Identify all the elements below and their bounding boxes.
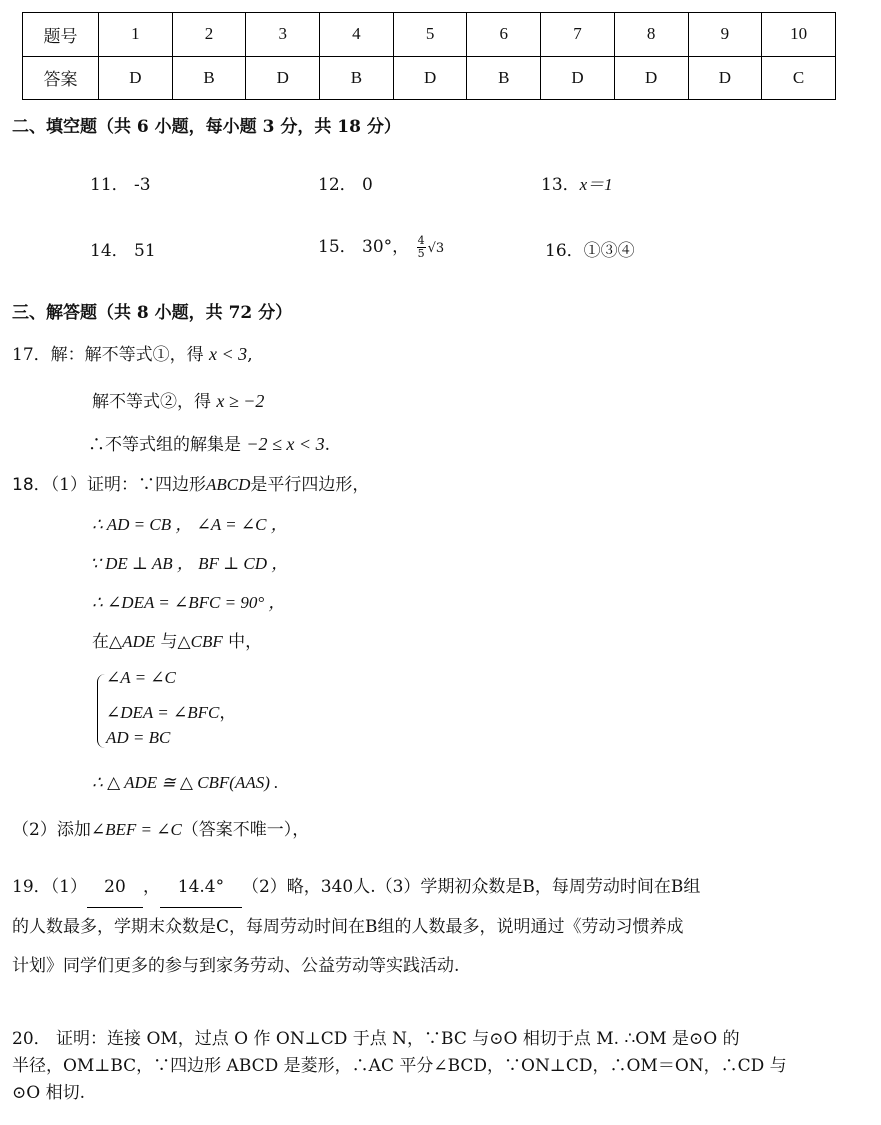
q17-line3-text: ∴不等式组的解集是 <box>88 435 247 455</box>
q15-frac-numerator: 4 <box>417 234 425 247</box>
table-cell-number: 1 <box>99 13 173 57</box>
q18-line4: ∴ ∠DEA = ∠BFC = 90° ， <box>92 593 286 612</box>
table-cell-number: 4 <box>320 13 394 57</box>
q19-line2: 的人数最多，学期末众数是C，每周劳动时间在B组的人数最多，说明通过《劳动习惯养成 <box>12 917 684 937</box>
q17-line1-math: x < 3 <box>209 344 248 364</box>
q15-fraction <box>417 235 426 260</box>
q20-paragraph <box>12 1026 822 1107</box>
q18-line5-m1: ADE <box>122 632 156 651</box>
q20-line2: 半径，OM⊥BC，∵四边形 ABCD 是菱形，∴AC 平分∠BCD，∵ON⊥CD，∴OM＝ON，∴CD 与 <box>12 1056 787 1076</box>
q15-frac-denominator: 5 <box>417 247 425 260</box>
table-header-question: 题号 <box>23 13 99 57</box>
table-cell-answer: C <box>762 56 836 100</box>
q18-conclusion: ∴ △ ADE ≅ △ CBF(AAS) . <box>92 773 279 792</box>
q18-line1-tail: 是平行四边形， <box>250 475 370 495</box>
q18-system-eq2 <box>106 698 236 723</box>
q20-line3: ⊙O 相切. <box>12 1083 85 1103</box>
table-row-answers <box>23 56 836 100</box>
table-cell-number: 6 <box>467 13 541 57</box>
q18-number: 18． <box>12 475 51 495</box>
q18-line5 <box>92 627 262 652</box>
table-cell-answer: B <box>172 56 246 100</box>
section3-title: 三、解答题（共 8 小题，共 72 分） <box>12 303 293 323</box>
answer-q14: 14． 51 <box>90 241 156 261</box>
q18-line1-text: （1）证明：∵四边形 <box>50 475 206 495</box>
q17-line2 <box>92 387 264 412</box>
q18-line5-m2: CBF <box>190 632 223 651</box>
q19-sep: ， <box>142 877 160 897</box>
q18-line5-b: 与△ <box>155 632 191 652</box>
q18-system-eq1: ∠A = ∠C <box>106 668 176 687</box>
q18-part2-b: （答案不唯一）， <box>181 820 310 840</box>
q18-system-eq2-math: ∠DEA = ∠BFC <box>106 703 220 722</box>
q19-line3: 计划》同学们更多的参与到家务劳动、公益劳动等实践活动. <box>12 956 460 976</box>
table-cell-number: 10 <box>762 13 836 57</box>
q18-line1 <box>12 470 369 495</box>
q15-number: 15． 30°， <box>318 237 410 257</box>
q18-line1-math: ABCD <box>205 475 251 494</box>
q13-number: 13． <box>541 175 580 195</box>
q18-part2-a: （2）添加 <box>12 820 91 840</box>
table-cell-number: 5 <box>393 13 467 57</box>
table-cell-number: 7 <box>541 13 615 57</box>
answer-q16: 16．①③④ <box>545 241 635 261</box>
table-cell-number: 2 <box>172 13 246 57</box>
q19-paragraph <box>12 868 812 986</box>
table-cell-number: 9 <box>688 13 762 57</box>
table-cell-answer: D <box>246 56 320 100</box>
q13-math: x＝1 <box>579 175 613 194</box>
q18-part2 <box>12 815 309 840</box>
table-cell-answer: D <box>688 56 762 100</box>
q17-line3-tail: . <box>324 435 330 455</box>
q17-line2-math: x ≥ −2 <box>216 391 265 411</box>
q19-blank2: 14.4° <box>160 868 242 908</box>
q18-part2-math: ∠BEF = ∠C <box>90 820 182 839</box>
q20-line1: 20． 证明：连接 OM，过点 O 作 ON⊥CD 于点 N，∵BC 与⊙O 相切于点 M. ∴OM 是⊙O 的 <box>12 1029 740 1049</box>
table-row-numbers <box>23 13 836 57</box>
answer-table <box>22 12 836 100</box>
q18-line3: ∵ DE ⊥ AB ， BF ⊥ CD ， <box>90 554 289 573</box>
table-header-answer: 答案 <box>23 56 99 100</box>
table-cell-number: 8 <box>614 13 688 57</box>
q17-line3 <box>88 430 330 455</box>
q18-line2: ∴ AD = CB ， ∠A = ∠C ， <box>92 515 288 534</box>
answer-q15 <box>318 232 444 260</box>
q17-line3-math: −2 ≤ x < 3 <box>246 434 325 454</box>
table-cell-answer: D <box>614 56 688 100</box>
q19-rest1: （2）略，340人.（3）学期初众数是B，每周劳动时间在B组 <box>241 877 701 897</box>
section2-title: 二、填空题（共 6 小题，每小题 3 分，共 18 分） <box>12 117 401 137</box>
table-cell-number: 3 <box>246 13 320 57</box>
table-cell-answer: D <box>393 56 467 100</box>
q18-system-eq2-tail: ， <box>219 703 237 723</box>
q17-line1-tail: , <box>247 345 253 365</box>
table-cell-answer: B <box>467 56 541 100</box>
table-cell-answer: D <box>99 56 173 100</box>
q15-root: √3 <box>427 241 445 256</box>
answer-q11: 11． -3 <box>90 175 151 195</box>
q18-system-eq3: AD = BC <box>106 728 171 747</box>
q17-line2-text: 解不等式②，得 <box>92 392 217 412</box>
q17-line1 <box>12 340 253 365</box>
table-cell-answer: B <box>320 56 394 100</box>
q18-line5-c: 中， <box>222 632 263 652</box>
answer-q12: 12． 0 <box>318 175 373 195</box>
q18-line5-a: 在△ <box>92 632 123 652</box>
q19-prefix: 19．（1） <box>12 877 87 897</box>
answer-q13 <box>541 170 613 195</box>
q19-line1 <box>12 868 812 908</box>
system-brace <box>97 674 106 748</box>
q19-blank1: 20 <box>87 868 143 908</box>
table-cell-answer: D <box>541 56 615 100</box>
q17-line1-text: 17．解：解不等式①，得 <box>12 345 210 365</box>
